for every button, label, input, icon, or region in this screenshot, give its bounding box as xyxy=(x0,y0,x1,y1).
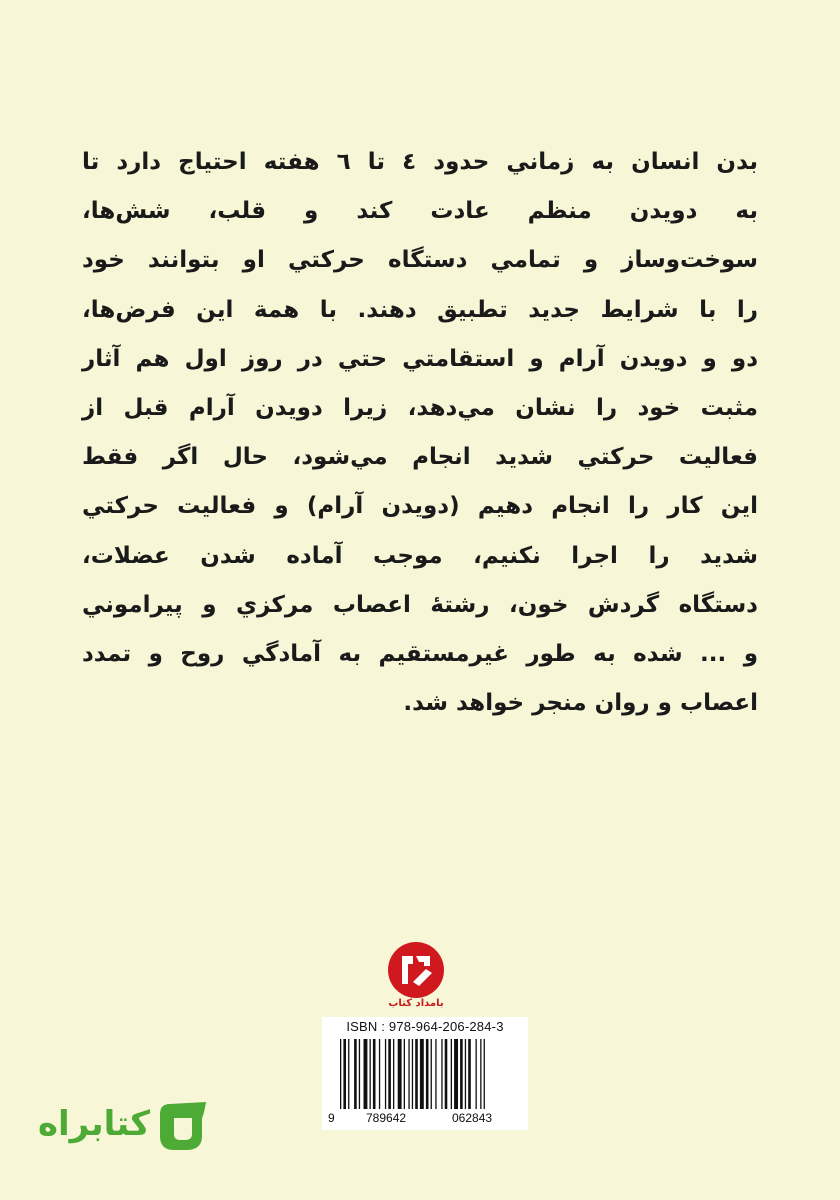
barcode-bar xyxy=(480,1039,481,1109)
barcode-bar xyxy=(426,1039,429,1109)
barcode-bar xyxy=(364,1039,368,1109)
barcode-bars xyxy=(338,1039,518,1109)
barcode-bar xyxy=(431,1039,432,1109)
barcode-bar xyxy=(454,1039,458,1109)
barcode-bar xyxy=(415,1039,418,1109)
barcode-digit-group: 062843 xyxy=(452,1111,493,1125)
isbn-label: ISBN : 978-964-206-284-3 xyxy=(346,1019,504,1034)
text-line: مثبت خود را نشان مي‌دهد، زيرا دويدن آرام قبل از xyxy=(82,395,758,422)
text-line: سوخت‌وساز و تمامي دستگاه حركتي او بتوانند خود xyxy=(82,247,758,274)
text-line: دستگاه گردش خون، رشتهٔ اعصاب مركزي و پيراموني xyxy=(82,591,758,618)
back-cover-text xyxy=(82,138,758,728)
barcode-bar xyxy=(460,1039,463,1109)
barcode-digit-group: 9 xyxy=(328,1111,335,1125)
barcode-bar xyxy=(484,1039,485,1109)
barcode-bar xyxy=(348,1039,349,1109)
barcode-digit-group: 789642 xyxy=(366,1111,407,1125)
barcode-bar xyxy=(476,1039,477,1109)
text-line: را با شرايط جديد تطبيق دهند. با همة اين فرض‌ها، xyxy=(82,296,758,323)
text-line: دو و دويدن آرام و استقامتي حتي در روز اول هم آثار xyxy=(82,345,758,372)
barcode-bar xyxy=(373,1039,376,1109)
barcode-bar xyxy=(388,1039,391,1109)
text-line: اين كار را انجام دهيم (دويدن آرام) و فعاليت حركتي xyxy=(82,493,758,520)
barcode-bar xyxy=(393,1039,394,1109)
barcode-bar xyxy=(385,1039,386,1109)
barcode-bar xyxy=(465,1039,466,1109)
barcode-bar xyxy=(370,1039,371,1109)
barcode-bar xyxy=(340,1039,341,1109)
barcode-bar xyxy=(435,1039,436,1109)
barcode-digits xyxy=(322,1111,528,1127)
publisher-logo-icon xyxy=(386,940,446,1000)
watermark-text: کتابراه xyxy=(37,1104,150,1144)
barcode-bar xyxy=(354,1039,357,1109)
text-line: به دويدن منظم عادت كند و قلب، شش‌ها، xyxy=(82,198,758,225)
text-line: شديد را اجرا نكنيم، موجب آماده شدن عضلات، xyxy=(82,542,758,569)
barcode-bar xyxy=(412,1039,413,1109)
ketabrah-leaf-icon xyxy=(152,1094,214,1156)
isbn-barcode xyxy=(322,1017,528,1130)
barcode-bar xyxy=(408,1039,409,1109)
barcode-bar xyxy=(468,1039,471,1109)
text-line: اعصاب و روان منجر خواهد شد. xyxy=(403,690,758,717)
text-line: بدن انسان به زماني حدود ٤ تا ٦ هفته احتياج دارد تا xyxy=(82,149,758,175)
ketabrah-watermark xyxy=(37,1094,215,1158)
barcode-bar xyxy=(343,1039,346,1109)
publisher-name: بامداد کتاب xyxy=(388,998,444,1009)
barcode-bar xyxy=(404,1039,405,1109)
barcode-bar xyxy=(451,1039,452,1109)
barcode-bar xyxy=(359,1039,360,1109)
barcode-bar xyxy=(420,1039,424,1109)
text-line: و ... شده به طور غيرمستقيم به آمادگي روح و تمدد xyxy=(82,641,758,668)
text-line: فعاليت حركتي شديد انجام مي‌شود، حال اگر فقط xyxy=(82,444,758,471)
barcode-bar xyxy=(445,1039,448,1109)
barcode-bar xyxy=(441,1039,442,1109)
barcode-bar xyxy=(379,1039,380,1109)
barcode-bar xyxy=(398,1039,402,1109)
